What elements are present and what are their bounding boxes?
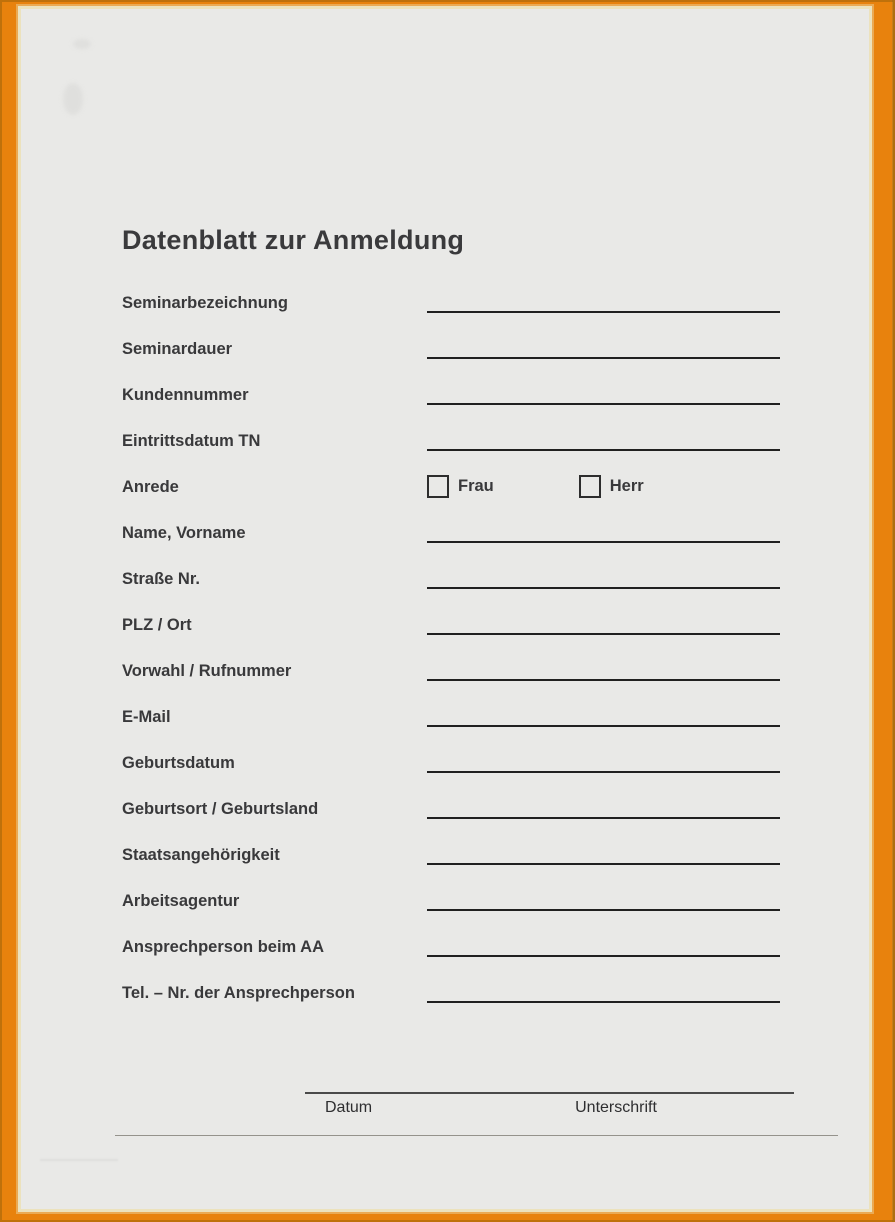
field-label: Seminardauer <box>122 339 233 358</box>
form-row <box>122 958 780 1004</box>
form-row <box>122 314 780 360</box>
form-row <box>122 544 780 590</box>
form-row <box>122 636 780 682</box>
checkbox-option-herr[interactable] <box>579 475 644 498</box>
field-label: E-Mail <box>122 707 171 726</box>
field-label: PLZ / Ort <box>122 615 192 634</box>
field-input-line[interactable] <box>427 311 780 313</box>
checkbox-option-frau[interactable] <box>427 475 494 498</box>
field-input-line[interactable] <box>427 587 780 589</box>
field-input-line[interactable] <box>427 449 780 451</box>
field-input-line[interactable] <box>427 357 780 359</box>
checkbox-label: Frau <box>458 477 494 496</box>
field-label: Ansprechperson beim AA <box>122 937 325 956</box>
scan-smudge <box>73 39 91 49</box>
signature-label: Unterschrift <box>575 1099 657 1116</box>
form-row <box>122 866 780 912</box>
field-input-line[interactable] <box>427 909 780 911</box>
field-input-line[interactable] <box>427 1001 780 1003</box>
field-label: Vorwahl / Rufnummer <box>122 661 292 680</box>
form-row <box>122 820 780 866</box>
field-label: Seminarbezeichnung <box>122 293 288 312</box>
form-row <box>122 682 780 728</box>
field-input-line[interactable] <box>427 541 780 543</box>
field-input-line[interactable] <box>427 771 780 773</box>
field-label: Geburtsort / Geburtsland <box>122 799 319 818</box>
field-label: Kundennummer <box>122 385 249 404</box>
field-label: Eintrittsdatum TN <box>122 431 261 450</box>
scan-smudge <box>63 83 83 115</box>
form-fields <box>122 268 780 1004</box>
field-input-line[interactable] <box>427 863 780 865</box>
field-input-line[interactable] <box>427 679 780 681</box>
field-label: Staatsangehörigkeit <box>122 845 280 864</box>
form-row <box>122 912 780 958</box>
field-label: Name, Vorname <box>122 523 246 542</box>
field-label: Arbeitsagentur <box>122 891 240 910</box>
field-label: Straße Nr. <box>122 569 200 588</box>
field-label: Geburtsdatum <box>122 753 235 772</box>
field-input-line[interactable] <box>427 955 780 957</box>
form-row <box>122 406 780 452</box>
date-label: Datum <box>325 1099 373 1116</box>
field-input-line[interactable] <box>427 403 780 405</box>
checkbox-options <box>427 475 780 498</box>
signature-line[interactable] <box>305 1092 794 1094</box>
checkbox[interactable] <box>579 475 601 498</box>
field-label: Anrede <box>122 477 179 496</box>
form-row-checkboxes <box>122 452 780 498</box>
faint-watermark <box>40 1159 118 1179</box>
form-row <box>122 498 780 544</box>
signature-labels <box>305 1099 794 1117</box>
field-input-line[interactable] <box>427 817 780 819</box>
form-row <box>122 360 780 406</box>
checkbox[interactable] <box>427 475 449 498</box>
field-label: Tel. – Nr. der Ansprechperson <box>122 983 355 1002</box>
form-row <box>122 590 780 636</box>
form-row <box>122 728 780 774</box>
checkbox-label: Herr <box>609 477 644 496</box>
field-input-line[interactable] <box>427 725 780 727</box>
signature-block <box>305 1092 794 1117</box>
form-page <box>21 9 869 1209</box>
form-row <box>122 774 780 820</box>
field-input-line[interactable] <box>427 633 780 635</box>
footer-divider <box>115 1135 838 1136</box>
form-row <box>122 268 780 314</box>
form-title: Datenblatt zur Anmeldung <box>122 225 465 255</box>
